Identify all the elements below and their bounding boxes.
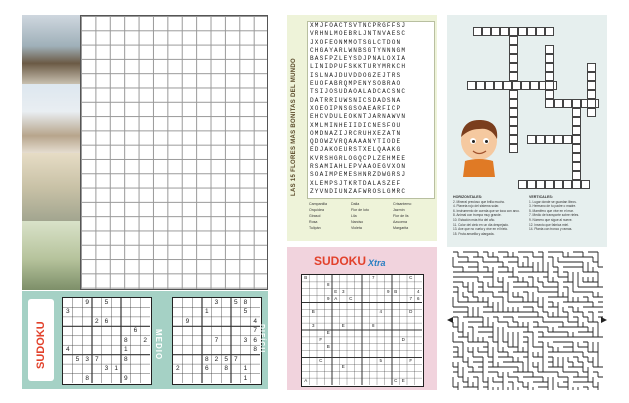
crossword-cell[interactable] [563,99,572,108]
word-item: Narciso [351,220,364,224]
crossword-cell[interactable] [536,27,545,36]
sudoku-given: 5 [379,357,382,363]
crossword-cell[interactable] [587,81,596,90]
word-item: Dalia [351,202,360,206]
crossword-cell[interactable] [500,27,509,36]
crossword-cell[interactable] [509,27,518,36]
sudoku-given: 8 [371,323,375,329]
clue: 9. Número que sigue al nueve. [529,217,573,222]
sudoku-given: 2 [143,336,147,344]
word-item: Flor de lis [393,214,409,218]
word-item: Jazmín [393,208,405,212]
crossword-cell[interactable] [527,180,536,189]
letter-row: KVRSHGRLOGQCPLZEHMEE [310,154,407,162]
sudoku-given: 5 [104,299,109,306]
mammoth-image [22,15,80,84]
sudoku-given: E [341,364,345,370]
crossword-cell[interactable] [527,135,536,144]
letter-row: OMDNAZIJRCRUHXEZATN [310,129,402,137]
letter-row: XOEOIPNSGSOAEARFICP [310,104,402,112]
crossword-cell[interactable] [572,171,581,180]
maze[interactable] [447,250,607,390]
sudoku-given: 4 [416,288,420,294]
crossword-cell[interactable] [581,180,590,189]
sudoku-given: 4 [253,317,257,325]
sudoku-given: 1 [205,308,209,316]
logo-text: SUDOKU [314,254,367,268]
letter-row: LINIDPUFSKKTURYMRKCH [310,63,407,71]
sudoku-given: 7 [234,355,238,363]
across-clues [453,195,525,236]
letter-row: XLEMPSJTKRTDALASZEF [310,179,402,187]
sudoku-given: 6 [104,317,109,325]
sudoku-given: D [409,309,413,315]
crossword-cell[interactable] [545,54,554,63]
sudoku-given: 7 [409,295,412,301]
word-search-title: LAS 15 FLORES MÁS BONITAS DEL MUNDO [291,58,297,197]
boy-illustration [455,115,505,177]
crossword-cell[interactable] [572,126,581,135]
crossword-cell[interactable] [509,63,518,72]
sudoku-given: 2 [176,365,180,373]
sudoku-given: B [394,288,398,294]
sudoku-given: 3 [341,288,345,294]
crossword-cell[interactable] [554,180,563,189]
letter-row: CHGAYARLWNBSGTYNNNGM [310,46,407,54]
crossword-cell[interactable] [554,135,563,144]
crossword-cell[interactable] [545,81,554,90]
sudoku-given: 2 [95,317,99,325]
crossword-cell[interactable] [509,72,518,81]
clue: 8. Animal con trompa muy grande. [453,213,502,218]
sudoku-given: E [334,288,338,294]
letter-row: EHCVDULEOKNTJARNAWVN [310,113,407,121]
crossword-cell[interactable] [527,27,536,36]
crossword-cell[interactable] [518,27,527,36]
sudoku-given: 7 [253,327,257,335]
crossword-cell[interactable] [545,99,554,108]
crossword-cell[interactable] [509,90,518,99]
birds-image [22,153,80,222]
sudoku-given: 3 [66,308,70,316]
crossword-cell[interactable] [587,63,596,72]
crossword-cell[interactable] [587,108,596,117]
letter-row: EDJAKOEURSTXELQAAKG [310,146,402,154]
letter-row: QDOWZVRQAAAANYTIODE [310,138,402,146]
clue: 2. Mineral precioso que brilla mucho. [453,199,506,204]
crossword-cell[interactable] [587,90,596,99]
prehistoric-image-strip [22,15,80,290]
down-title: VERTICALES: [529,195,553,199]
sudoku-given: 5 [224,355,228,363]
crossword-cell[interactable] [509,36,518,45]
crossword-cell[interactable] [473,27,482,36]
letter-row: EUOFABRQMPENYSOBRAO [310,80,402,88]
sudoku-given: C [349,295,353,301]
crossword-cell[interactable] [518,180,527,189]
sudoku-given: A [304,378,308,384]
crossword-cell[interactable] [509,126,518,135]
letter-row: XMJFOACTSVTNCPRGFFSJ [310,22,407,29]
clue: 4. Planeta rojo del sistema solar. [453,204,500,209]
sudoku-given: A [334,295,338,301]
sudoku-given: 5 [234,299,238,306]
crossword-cell[interactable] [509,108,518,117]
clue: 6. Instrumento de cuerda que se toca con arco. [453,208,520,213]
crossword-cell[interactable] [467,81,476,90]
sudoku-given: 5 [75,355,80,363]
word-item: Flor de loto [351,208,369,212]
sudoku-given: 8 [224,365,228,373]
sudoku-given: 6 [133,327,138,335]
sudoku-given: 4 [66,346,70,354]
sudoku-given: F [409,357,413,363]
crossword-cell[interactable] [545,180,554,189]
sudoku-given: 2 [214,355,219,363]
label-medium: MEDIO [154,329,163,361]
maze-walls [453,252,603,390]
sudoku-xtra-grid[interactable] [301,274,424,387]
sudoku-given: 3 [311,323,315,329]
plants-image [22,221,80,290]
crossword-cell[interactable] [536,135,545,144]
logo-tag-text: Xtra [368,258,386,268]
sudoku-given: 9 [326,295,330,301]
sudoku-logo [28,299,54,381]
crossword-cell[interactable] [476,81,485,90]
letter-row: ISLNAJDUVDDOGZEJTRS [310,71,402,79]
crossword-cell[interactable] [521,81,530,90]
clue: 5. Mamífero que vive en el mar. [529,208,574,213]
crossword-cell[interactable] [587,99,596,108]
sudoku-given: 8 [124,355,128,363]
crossword-cell[interactable] [554,99,563,108]
sudoku-given: 6 [253,336,257,344]
letter-row: BASFPZLEYSDJPNALOXIA [310,55,407,63]
letter-row: JXOFEONMMOTSGLCTDON [310,38,402,46]
clue: 11. Color del cielo en un día despejado. [453,222,509,227]
clue: 13. Ave que no vuela y vive en el hielo. [453,227,509,232]
crossword-cell[interactable] [545,45,554,54]
crossword-cell[interactable] [491,27,500,36]
crossword-cell[interactable] [572,108,581,117]
crossword-cell[interactable] [545,27,554,36]
crossword-cell[interactable] [485,81,494,90]
crossword-cell[interactable] [572,180,581,189]
sudoku-given: 6 [205,365,209,373]
clue: 1. Lugar donde se guardan libros. [529,199,577,204]
crossword-cell[interactable] [572,144,581,153]
crossword-cell[interactable] [545,63,554,72]
crossword-cell[interactable] [482,27,491,36]
glacier-image [22,84,80,153]
letter-row: DATRRIUWSNICSDADSNA [310,96,402,104]
crossword-cell[interactable] [509,117,518,126]
crossword-cell[interactable] [572,99,581,108]
clue: 7. Medio de transporte sobre rieles. [529,213,580,218]
label-hard: DIFÍCIL [258,324,265,356]
sudoku-given: 8 [205,355,209,363]
down-clues [529,195,603,232]
word-item: Crisantemo [393,202,412,206]
sudoku-medium-grid[interactable] [62,297,152,385]
letter-row: XMLMINHEIIDICNESFOU [310,121,402,129]
clue: 15. Fruta amarilla y alargada. [453,231,495,236]
sudoku-given: B [311,309,315,315]
crossword-cell[interactable] [512,81,521,90]
sudoku-given: 6 [416,295,420,301]
clue: 10. Estación más fría del año. [453,217,496,222]
crossword-cell[interactable] [494,81,503,90]
clue: 14. Planta con tronco y ramas. [529,227,573,232]
crossword-cell[interactable] [509,144,518,153]
crossword-panel [447,15,607,247]
clue: 3. Hermano de tu padre o madre. [529,204,577,209]
sudoku-given: C [409,275,413,280]
arrow-crossword-panel [22,15,268,290]
word-item: Campanilla [309,202,327,206]
crossword-cell[interactable] [545,90,554,99]
sudoku-given: E [326,330,330,335]
crossword-cell[interactable] [563,135,572,144]
sudoku-given: 1 [114,365,118,373]
sudoku-given: 8 [326,281,330,287]
letter-row: SOAIMPEMESHNRZDWGRSJ [310,171,407,179]
sudoku-hard-grid[interactable] [172,297,262,385]
sudoku-given: E [401,378,405,384]
sudoku-given: 3 [243,336,248,344]
sudoku-given: D [401,336,405,342]
crossword-cell[interactable] [530,81,539,90]
sudoku-given: 1 [243,374,248,382]
sudoku-given: 8 [85,374,89,382]
word-item: Violeta [351,226,362,230]
sudoku-given: 3 [85,355,89,363]
word-item: Margarita [393,226,409,230]
crossword-cell[interactable] [572,117,581,126]
sudoku-given: 1 [243,365,248,373]
word-list [309,201,433,231]
sudoku-given: 9 [185,317,190,325]
crossword-cell[interactable] [536,180,545,189]
sudoku-given: F [319,336,323,342]
letter-row: ZYVNDIUNZAFWROSLGMRC [310,187,407,195]
letter-row: VRHNLMOEBRLJNTNVAESC [310,30,407,38]
across-title: HORIZONTALES: [453,195,483,199]
sudoku-given: 9 [124,374,128,382]
word-item: Orquídea [309,208,324,212]
logo-text: SUDOKU [35,321,47,369]
sudoku-given: 7 [214,336,219,344]
crossword-cell[interactable] [572,153,581,162]
crossword-cell[interactable] [509,54,518,63]
sudoku-given: 5 [243,308,248,316]
crossword-cell[interactable] [563,180,572,189]
sudoku-given: 1 [124,346,128,354]
word-item: Girasol [309,214,321,218]
sudoku-given: 7 [371,275,375,280]
sudoku-given: 4 [379,309,382,315]
word-search-grid[interactable] [307,21,435,199]
letter-row: RSAMIAHLEPVAAOEGVXON [310,163,407,171]
sudoku-given: B [326,343,330,349]
crossword-cell[interactable] [572,162,581,171]
crossword-cell[interactable] [545,135,554,144]
crossword-cell[interactable] [503,81,512,90]
crossword-cell[interactable] [572,135,581,144]
crossword-cell[interactable] [509,45,518,54]
arrow-crossword-grid[interactable] [80,15,268,290]
sudoku-xtra-logo [312,250,394,270]
sudoku-given: 9 [85,299,89,306]
sudoku-given: B [304,275,308,280]
sudoku-given: 8 [124,336,128,344]
word-item: Azucena [393,220,407,224]
sudoku-given: 8 [243,299,248,306]
sudoku-given: 9 [386,288,390,294]
sudoku-strip-panel [22,291,268,389]
sudoku-given: 7 [95,355,99,363]
letter-row: TSIJOSUDAOALADCACSNC [310,88,407,96]
sudoku-given: 3 [214,299,219,306]
word-item: Lila [351,214,357,218]
sudoku-xtra-panel [287,247,437,390]
sudoku-given: 8 [253,346,257,354]
crossword-cell[interactable] [509,99,518,108]
sudoku-given: 3 [104,365,109,373]
word-search-panel [287,15,437,241]
crossword-cell[interactable] [509,135,518,144]
word-item: Tulipán [309,226,321,230]
crossword-cell[interactable] [587,72,596,81]
sudoku-given: C [394,378,398,384]
sudoku-given: C [319,357,323,363]
clue: 12. Insecto que fabrica miel. [529,222,569,227]
maze-panel [447,250,607,390]
word-item: Rosa [309,220,318,224]
crossword-cell[interactable] [545,72,554,81]
sudoku-given: E [341,323,345,329]
